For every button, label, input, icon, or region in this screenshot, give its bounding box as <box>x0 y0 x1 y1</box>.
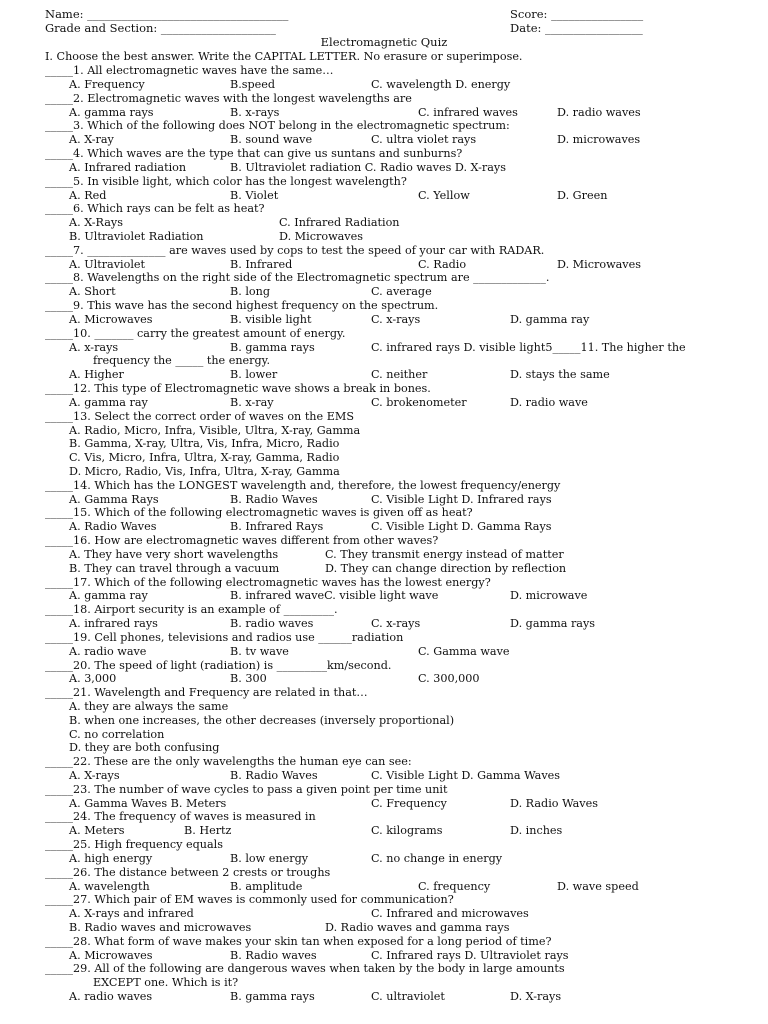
answer-choice: C. no change in energy <box>371 852 503 865</box>
answer-choice: C. Visible Light D. Infrared rays <box>371 493 552 506</box>
answer-choice: D. Green <box>557 189 608 202</box>
question-text: _____4. Which waves are the type that can give us suntans and sunburns? <box>45 147 463 160</box>
answer-choice: A. Microwaves <box>69 313 153 326</box>
answer-choice: B. Ultraviolet radiation C. Radio waves D. X-rays <box>230 161 506 174</box>
answer-choice: D. Microwaves <box>557 258 641 271</box>
answer-choice: C. Radio <box>418 258 467 271</box>
answer-choice: A. X-Rays <box>69 216 123 229</box>
question-text: _____23. The number of wave cycles to pass a given point per time unit <box>45 783 448 796</box>
answer-choice: A. infrared rays <box>69 617 158 630</box>
answer-choice: B. radio waves <box>230 617 314 630</box>
answer-choice: A. Radio, Micro, Infra, Visible, Ultra, X-ray, Gamma <box>69 424 361 437</box>
answer-choice: C. infrared waves <box>418 106 518 119</box>
answer-choice: D. radio waves <box>557 106 641 119</box>
answer-choice: C. Vis, Micro, Infra, Ultra, X-ray, Gamma, Radio <box>69 451 340 464</box>
question-text: _____1. All electromagnetic waves have the same… <box>45 64 334 77</box>
answer-choice: B. Radio Waves <box>230 493 318 506</box>
answer-choice: B. Ultraviolet Radiation <box>69 230 204 243</box>
answer-choice: C. frequency <box>418 880 491 893</box>
answer-choice: C. neither <box>371 368 428 381</box>
question-text: _____29. All of the following are dangerous waves when taken by the body in large amounts <box>45 962 565 975</box>
answer-choice: D. Radio waves and gamma rays <box>325 921 510 934</box>
answer-choice: A. Radio Waves <box>69 520 157 533</box>
question-text: _____10. _______ carry the greatest amount of energy. <box>45 327 346 340</box>
answer-choice: B. Hertz <box>184 824 232 837</box>
question-text: _____5. In visible light, which color has the longest wavelength? <box>45 175 407 188</box>
answer-choice: A. gamma ray <box>69 396 148 409</box>
answer-choice: C. wavelength D. energy <box>371 78 511 91</box>
answer-choice: D. gamma ray <box>510 313 590 326</box>
answer-choice: B. lower <box>230 368 278 381</box>
question-text: _____24. The frequency of waves is measured in <box>45 810 316 823</box>
question-text: _____16. How are electromagnetic waves different from other waves? <box>45 534 439 547</box>
answer-choice: B. visible light <box>230 313 312 326</box>
question-text: _____6. Which rays can be felt as heat? <box>45 202 265 215</box>
answer-choice: C. Visible Light D. Gamma Waves <box>371 769 561 782</box>
question-text: _____14. Which has the LONGEST wavelength and, therefore, the lowest frequency/energy <box>45 479 561 492</box>
answer-choice: C. Frequency <box>371 797 447 810</box>
question-text: _____2. Electromagnetic waves with the longest wavelengths are <box>45 92 412 105</box>
answer-choice: B. Radio waves and microwaves <box>69 921 252 934</box>
answer-choice: C. They transmit energy instead of matter <box>325 548 564 561</box>
question-text: _____13. Select the correct order of waves on the EMS <box>45 410 354 423</box>
score-field-label: Score: ________________ <box>510 7 644 21</box>
answer-choice: A. Meters <box>69 824 125 837</box>
answer-choice: A. Gamma Rays <box>69 493 159 506</box>
answer-choice: C. Infrared and microwaves <box>371 907 529 920</box>
answer-choice: A. X-rays and infrared <box>69 907 194 920</box>
question-text: _____3. Which of the following does NOT belong in the electromagnetic spectrum: <box>45 119 510 132</box>
answer-choice: B. They can travel through a vacuum <box>69 562 280 575</box>
answer-choice: C. Infrared Radiation <box>279 216 400 229</box>
answer-choice: A. Gamma Waves B. Meters <box>69 797 227 810</box>
answer-choice: A. gamma ray <box>69 589 148 602</box>
question-text: _____18. Airport security is an example of _________. <box>45 603 338 616</box>
answer-choice: B. infrared waveC. visible light wave <box>230 589 439 602</box>
answer-choice: B. low energy <box>230 852 309 865</box>
answer-choice: C. 300,000 <box>418 672 480 685</box>
answer-choice: C. Gamma wave <box>418 645 510 658</box>
answer-choice: D. Radio Waves <box>510 797 598 810</box>
answer-choice: C. kilograms <box>371 824 443 837</box>
answer-choice: D. They can change direction by reflection <box>325 562 567 575</box>
answer-choice: C. x-rays <box>371 617 421 630</box>
answer-choice: B. Radio Waves <box>230 769 318 782</box>
answer-choice: D. they are both confusing <box>69 741 220 754</box>
answer-choice: B. gamma rays <box>230 990 315 1003</box>
answer-choice: B. Radio waves <box>230 949 317 962</box>
answer-choice: D. X-rays <box>510 990 562 1003</box>
answer-choice: A. Short <box>69 285 116 298</box>
question-text: frequency the _____ the energy. <box>93 354 271 367</box>
answer-choice: B. Gamma, X-ray, Ultra, Vis, Infra, Micro, Radio <box>69 437 340 450</box>
answer-choice: A. they are always the same <box>69 700 229 713</box>
question-text: _____15. Which of the following electromagnetic waves is given off as heat? <box>45 506 473 519</box>
answer-choice: C. Infrared rays D. Ultraviolet rays <box>371 949 569 962</box>
answer-choice: C. ultra violet rays <box>371 133 477 146</box>
quiz-title: Electromagnetic Quiz <box>320 35 448 49</box>
answer-choice: A. X-rays <box>69 769 120 782</box>
answer-choice: A. gamma rays <box>69 106 154 119</box>
answer-choice: C. infrared rays D. visible light5_____11. The higher the <box>371 341 686 354</box>
answer-choice: A. wavelength <box>69 880 150 893</box>
answer-choice: C. no correlation <box>69 728 165 741</box>
answer-choice: B. 300 <box>230 672 267 685</box>
answer-choice: A. Infrared radiation <box>69 161 187 174</box>
question-text: _____28. What form of wave makes your skin tan when exposed for a long period of time? <box>45 935 552 948</box>
answer-choice: D. Microwaves <box>279 230 363 243</box>
answer-choice: B.speed <box>230 78 276 91</box>
question-text: _____8. Wavelengths on the right side of the Electromagnetic spectrum are _____________. <box>45 271 550 284</box>
question-text: _____26. The distance between 2 crests or troughs <box>45 866 331 879</box>
answer-choice: B. when one increases, the other decreases (inversely proportional) <box>69 714 455 727</box>
answer-choice: B. Infrared <box>230 258 293 271</box>
answer-choice: B. x-ray <box>230 396 274 409</box>
answer-choice: A. Frequency <box>69 78 145 91</box>
answer-choice: D. wave speed <box>557 880 639 893</box>
question-text: _____21. Wavelength and Frequency are related in that… <box>45 686 368 699</box>
answer-choice: D. radio wave <box>510 396 588 409</box>
answer-choice: C. Visible Light D. Gamma Rays <box>371 520 552 533</box>
answer-choice: B. x-rays <box>230 106 280 119</box>
answer-choice: B. amplitude <box>230 880 303 893</box>
question-text: _____22. These are the only wavelengths the human eye can see: <box>45 755 412 768</box>
answer-choice: B. Infrared Rays <box>230 520 324 533</box>
answer-choice: A. Red <box>69 189 107 202</box>
answer-choice: C. average <box>371 285 432 298</box>
question-text: _____12. This type of Electromagnetic wave shows a break in bones. <box>45 382 431 395</box>
question-text: _____7. ______________ are waves used by cops to test the speed of your car with RADAR. <box>45 244 545 257</box>
answer-choice: B. tv wave <box>230 645 289 658</box>
question-text: _____20. The speed of light (radiation) is _________km/second. <box>45 659 392 672</box>
date-field-label: Date: _________________ <box>510 21 643 35</box>
answer-choice: C. ultraviolet <box>371 990 445 1003</box>
question-text: _____9. This wave has the second highest frequency on the spectrum. <box>45 299 439 312</box>
answer-choice: B. Violet <box>230 189 279 202</box>
answer-choice: A. 3,000 <box>69 672 117 685</box>
answer-choice: A. X-ray <box>69 133 114 146</box>
answer-choice: A. radio waves <box>69 990 153 1003</box>
answer-choice: D. inches <box>510 824 563 837</box>
answer-choice: C. brokenometer <box>371 396 467 409</box>
answer-choice: D. Micro, Radio, Vis, Infra, Ultra, X-ray, Gamma <box>69 465 340 478</box>
quiz-instructions: I. Choose the best answer. Write the CAPITAL LETTER. No erasure or superimpose. <box>45 50 523 63</box>
name-field-label: Name: ___________________________________ <box>45 7 289 21</box>
question-text: EXCEPT one. Which is it? <box>93 976 239 989</box>
answer-choice: A. Microwaves <box>69 949 153 962</box>
answer-choice: D. gamma rays <box>510 617 596 630</box>
question-text: _____17. Which of the following electromagnetic waves has the lowest energy? <box>45 576 491 589</box>
question-text: _____25. High frequency equals <box>45 838 223 851</box>
answer-choice: A. high energy <box>69 852 153 865</box>
question-text: _____19. Cell phones, televisions and radios use ______radiation <box>45 631 404 644</box>
answer-choice: A. They have very short wavelengths <box>69 548 279 561</box>
answer-choice: A. Higher <box>69 368 124 381</box>
answer-choice: A. x-rays <box>69 341 119 354</box>
answer-choice: D. stays the same <box>510 368 610 381</box>
answer-choice: D. microwaves <box>557 133 641 146</box>
answer-choice: D. microwave <box>510 589 588 602</box>
answer-choice: C. x-rays <box>371 313 421 326</box>
grade-section-field-label: Grade and Section: ____________________ <box>45 21 276 35</box>
answer-choice: B. long <box>230 285 271 298</box>
answer-choice: B. sound wave <box>230 133 313 146</box>
answer-choice: C. Yellow <box>418 189 470 202</box>
answer-choice: B. gamma rays <box>230 341 315 354</box>
answer-choice: A. radio wave <box>69 645 147 658</box>
question-text: _____27. Which pair of EM waves is commonly used for communication? <box>45 893 454 906</box>
answer-choice: A. Ultraviolet <box>69 258 146 271</box>
